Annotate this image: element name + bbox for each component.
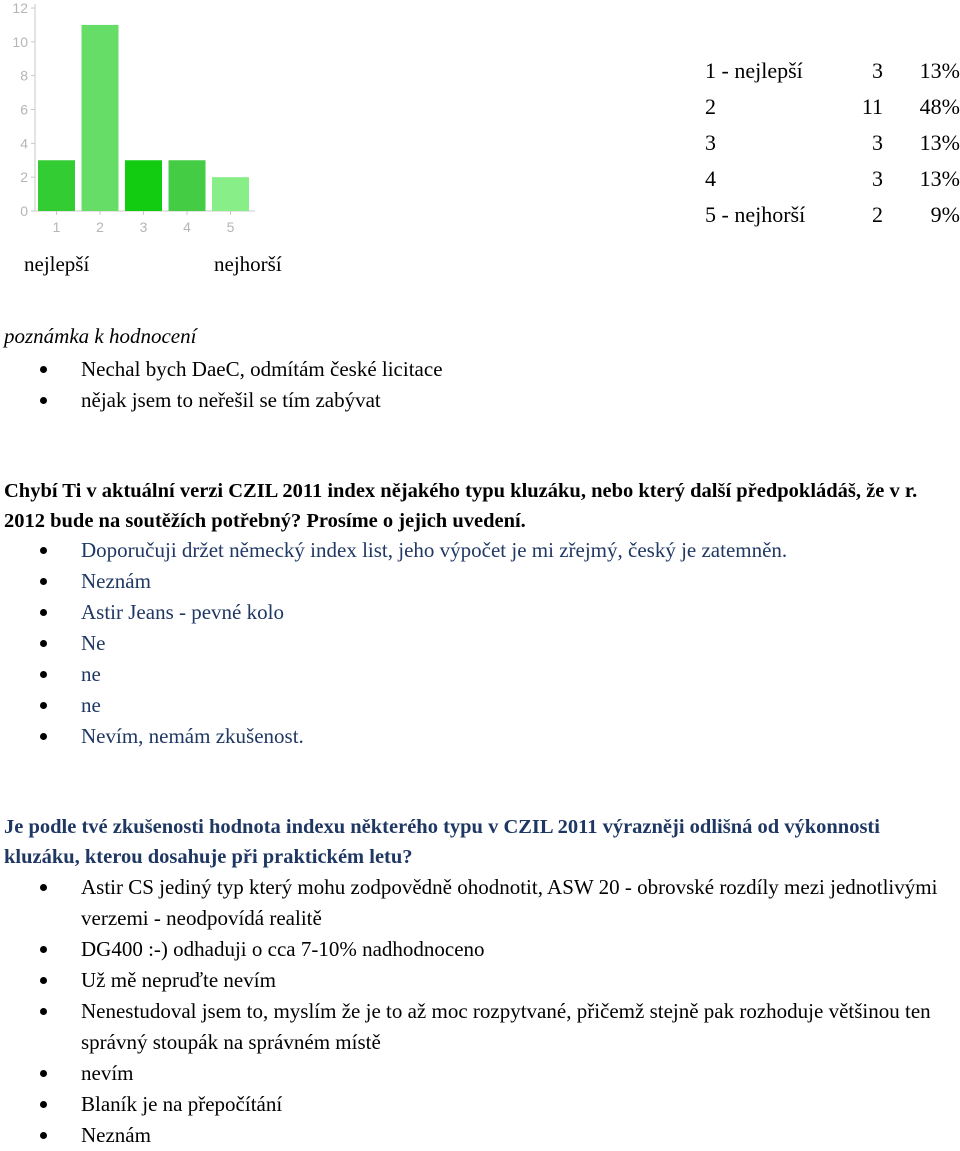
- list-item: ne: [0, 659, 787, 690]
- list-item: Doporučuji držet německý index list, jeho výpočet je mi zřejmý, český je zatemněn.: [0, 535, 787, 566]
- result-row: [705, 128, 960, 164]
- result-code: 5 - nejhorší: [705, 202, 806, 227]
- result-percent: 13%: [919, 130, 960, 155]
- list-item: DG400 :-) odhaduji o cca 7-10% nadhodnoceno: [0, 934, 945, 965]
- x-tick-label: 5: [226, 219, 235, 235]
- result-count: 3: [872, 58, 883, 83]
- list-item: Nenestudoval jsem to, myslím že je to až moc rozpytvané, přičemž stejně pak rozhoduje většinou ten správný stoupák na správném místě: [0, 996, 945, 1058]
- result-row: [705, 92, 960, 128]
- question-1: Chybí Ti v aktuální verzi CZIL 2011 index nějakého typu kluzáku, nebo který další předpokládáš, že v r. 2012 bude na soutěžích potřebný? Prosíme o jejich uvedení.: [4, 480, 918, 532]
- result-percent: 9%: [930, 202, 960, 227]
- bar: [212, 177, 249, 211]
- results-table: [705, 56, 960, 236]
- scale-best-label: nejlepší: [24, 252, 90, 276]
- x-tick-label: 2: [96, 219, 104, 235]
- list-item: nějak jsem to neřešil se tím zabývat: [0, 385, 443, 416]
- question-2: Je podle tvé zkušenosti hodnota indexu některého typu v CZIL 2011 výrazněji odlišná od výkonnosti kluzáku, kterou dosahuje při praktickém letu?: [4, 816, 880, 868]
- result-code: 3: [705, 130, 716, 155]
- y-tick-label: 0: [20, 203, 28, 219]
- result-row: [705, 56, 960, 92]
- bar: [82, 25, 119, 211]
- y-tick-label: 6: [20, 101, 28, 118]
- x-tick-label: 1: [52, 219, 61, 235]
- result-count: 2: [872, 202, 883, 227]
- result-count: 3: [872, 130, 883, 155]
- list-item: Neznám: [0, 566, 787, 597]
- list-item: ne: [0, 690, 787, 721]
- bar: [169, 160, 206, 211]
- answers-2-list: [0, 872, 945, 1151]
- list-item: Astir Jeans - pevné kolo: [0, 597, 787, 628]
- scale-worst-label: nejhorší: [214, 252, 282, 276]
- list-item: Nechal bych DaeC, odmítám české licitace: [0, 354, 443, 385]
- list-item: Už mě nepruďte nevím: [0, 965, 945, 996]
- y-tick-label: 2: [20, 169, 28, 186]
- result-row: [705, 164, 960, 200]
- result-percent: 48%: [919, 94, 960, 119]
- y-tick-label: 8: [20, 67, 28, 84]
- result-code: 4: [705, 166, 716, 191]
- note-list: [0, 354, 443, 416]
- bar: [125, 160, 162, 211]
- list-item: Neznám: [0, 1120, 945, 1151]
- x-tick-label: 4: [183, 219, 191, 235]
- y-tick-label: 10: [12, 33, 28, 50]
- result-percent: 13%: [919, 166, 960, 191]
- list-item: Nevím, nemám zkušenost.: [0, 721, 787, 752]
- result-count: 3: [872, 166, 883, 191]
- result-code: 1 - nejlepší: [705, 58, 803, 83]
- list-item: nevím: [0, 1058, 945, 1089]
- bar: [38, 160, 75, 211]
- x-tick-label: 3: [139, 219, 148, 235]
- list-item: Blaník je na přepočítání: [0, 1089, 945, 1120]
- y-tick-label: 4: [20, 135, 28, 152]
- list-item: Astir CS jediný typ který mohu zodpovědně ohodnotit, ASW 20 - obrovské rozdíly mezi jednotlivými verzemi - neodpovídá realitě: [0, 872, 945, 934]
- result-code: 2: [705, 94, 716, 119]
- list-item: Ne: [0, 628, 787, 659]
- answers-1-list: [0, 535, 787, 752]
- y-tick-label: 12: [12, 0, 28, 16]
- result-count: 11: [861, 94, 883, 119]
- result-percent: 13%: [919, 58, 960, 83]
- note-heading: poznámka k hodnocení: [4, 324, 197, 348]
- rating-bar-chart: [0, 0, 270, 240]
- result-row: [705, 200, 960, 236]
